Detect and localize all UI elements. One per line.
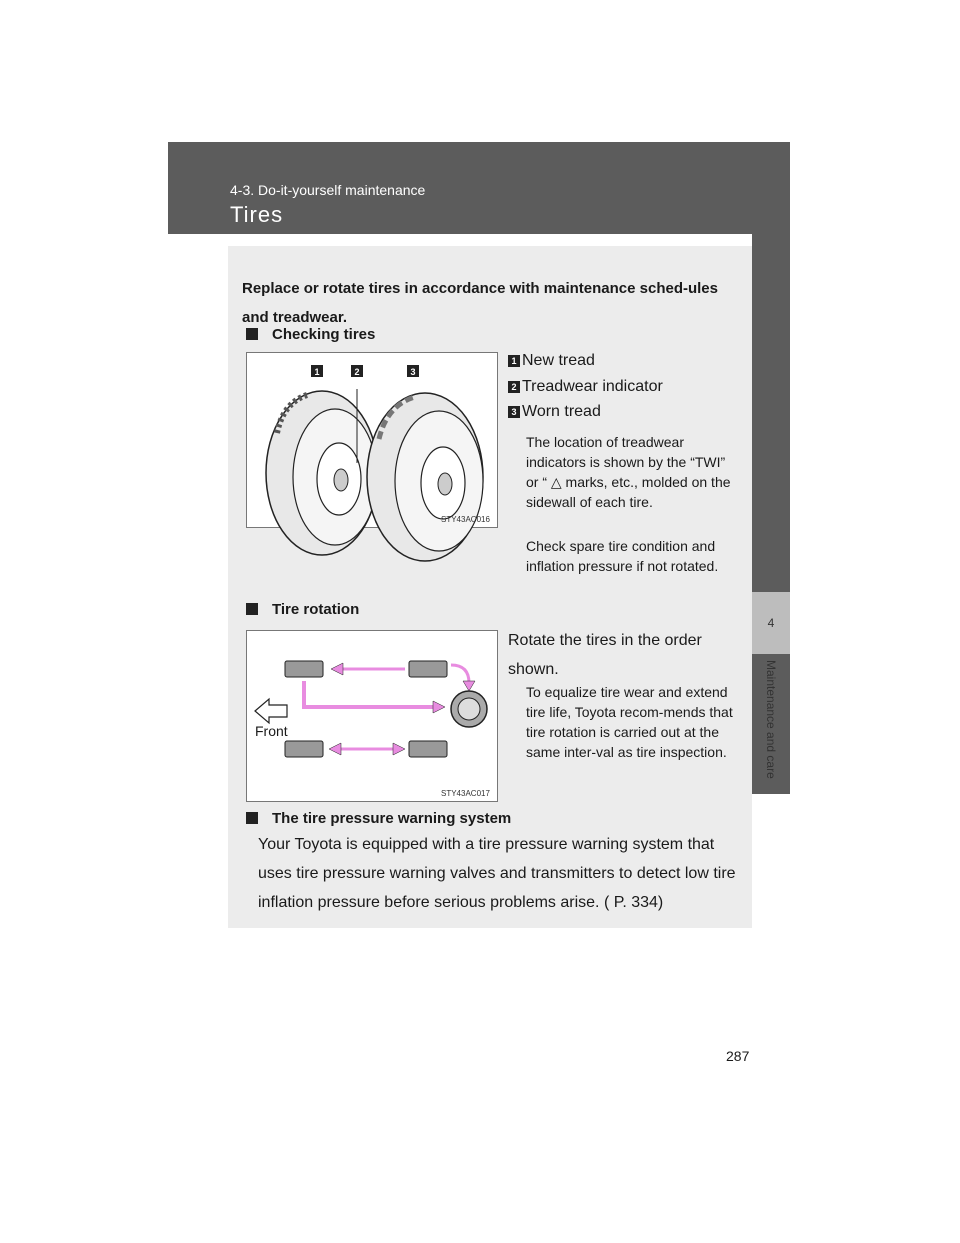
checking-tires-heading: Checking tires [246,326,375,343]
square-bullet-icon [246,603,258,615]
figure-label-3: 3 [410,367,416,377]
tire-tread-figure [246,352,498,528]
tire-rotation-heading: Tire rotation [246,601,359,618]
legend-item-1: 1 New tread [508,352,595,370]
chapter-number: 4 [752,592,790,654]
figure-label-2: 2 [354,367,360,377]
tire-rotation-figure [246,630,498,802]
page-number: 287 [726,1048,750,1064]
page-title: Tires [230,202,284,227]
figure-code: STY43AC017 [441,789,490,798]
chapter-name: Maintenance and care [764,660,778,779]
figure-code: STY43AC016 [441,515,490,524]
treadwear-note: The location of treadwear indicators is shown by the “TWI” or “ △ marks, etc., molded on the sidewall of each tire. [526,434,731,510]
tire-pressure-heading: The tire pressure warning system [246,810,511,827]
tire-illustration [247,353,497,563]
intro-text: Replace or rotate tires in accordance with maintenance sched-ules and treadwear. [242,280,718,326]
square-bullet-icon [246,812,258,824]
section-label: 4-3. Do-it-yourself maintenance [230,182,426,198]
square-bullet-icon [246,328,258,340]
rotation-note: To equalize tire wear and extend tire life, Toyota recom-mends that tire rotation is carried out at the same inter-val as tire inspection. [526,684,733,760]
rotation-diagram [247,631,497,801]
number-badge: 2 [508,381,520,393]
legend-item-2: 2 Treadwear indicator [508,378,663,396]
legend-item-3: 3 Worn tread [508,403,601,421]
spare-tire-note: Check spare tire condition and inflation pressure if not rotated. [526,538,719,574]
front-label: Front [255,723,288,739]
page-header [168,142,790,234]
rotation-text: Rotate the tires in the order shown. [508,632,702,678]
number-badge: 1 [508,355,520,367]
tire-pressure-text: Your Toyota is equipped with a tire pressure warning system that uses tire pressure warning valves and transmitters to detect low tire inflation pressure before serious problems arise. ( P. 334) [258,836,736,911]
figure-label-1: 1 [314,367,320,377]
number-badge: 3 [508,406,520,418]
